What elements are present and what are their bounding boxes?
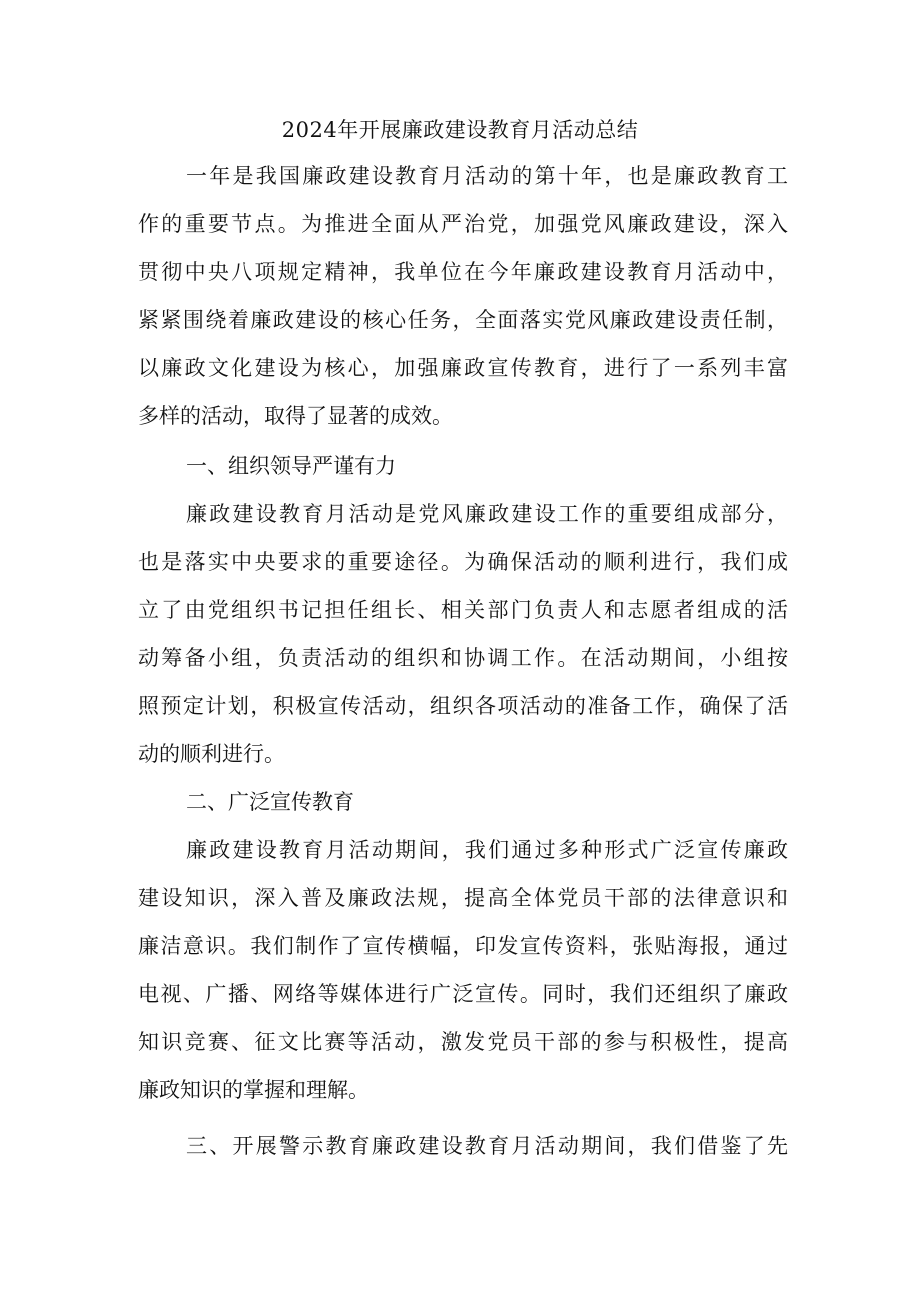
- section-heading: 二、广泛宣传教育: [186, 790, 354, 814]
- paragraph-line: 多样的活动，取得了显著的成效。: [138, 404, 453, 428]
- paragraph-line: 廉政知识的掌握和理解。: [138, 1078, 369, 1102]
- paragraph-line: 电视、广播、网络等媒体进行广泛宣传。同时，我们还组织了廉政: [138, 982, 788, 1006]
- paragraph-line: 廉洁意识。我们制作了宣传横幅，印发宣传资料，张贴海报，通过: [138, 934, 788, 958]
- document-title: 2024年开展廉政建设教育月活动总结: [281, 118, 639, 142]
- paragraph-line: 立了由党组织书记担任组长、相关部门负责人和志愿者组成的活: [138, 598, 788, 622]
- paragraph-line: 贯彻中央八项规定精神，我单位在今年廉政建设教育月活动中，: [138, 260, 788, 284]
- paragraph-line: 作的重要节点。为推进全面从严治党，加强党风廉政建设，深入: [138, 212, 788, 236]
- paragraph-line: 照预定计划，积极宣传活动，组织各项活动的准备工作，确保了活: [138, 694, 788, 718]
- section-heading: 一、组织领导严谨有力: [186, 454, 396, 478]
- paragraph-line: 建设知识，深入普及廉政法规，提高全体党员干部的法律意识和: [138, 886, 788, 910]
- section-heading: 三、开展警示教育廉政建设教育月活动期间，我们借鉴了先: [186, 1134, 788, 1158]
- paragraph-line: 廉政建设教育月活动期间，我们通过多种形式广泛宣传廉政: [186, 838, 788, 862]
- paragraph-line: 以廉政文化建设为核心，加强廉政宣传教育，进行了一系列丰富: [138, 356, 788, 380]
- paragraph-line: 紧紧围绕着廉政建设的核心任务，全面落实党风廉政建设责任制，: [138, 308, 788, 332]
- paragraph-line: 也是落实中央要求的重要途径。为确保活动的顺利进行，我们成: [138, 550, 788, 574]
- paragraph-line: 一年是我国廉政建设教育月活动的第十年，也是廉政教育工: [186, 164, 788, 188]
- paragraph-line: 廉政建设教育月活动是党风廉政建设工作的重要组成部分，: [186, 502, 788, 526]
- paragraph-line: 动的顺利进行。: [138, 742, 285, 766]
- paragraph-line: 动筹备小组，负责活动的组织和协调工作。在活动期间，小组按: [138, 646, 788, 670]
- paragraph-line: 知识竞赛、征文比赛等活动，激发党员干部的参与积极性，提高: [138, 1030, 788, 1054]
